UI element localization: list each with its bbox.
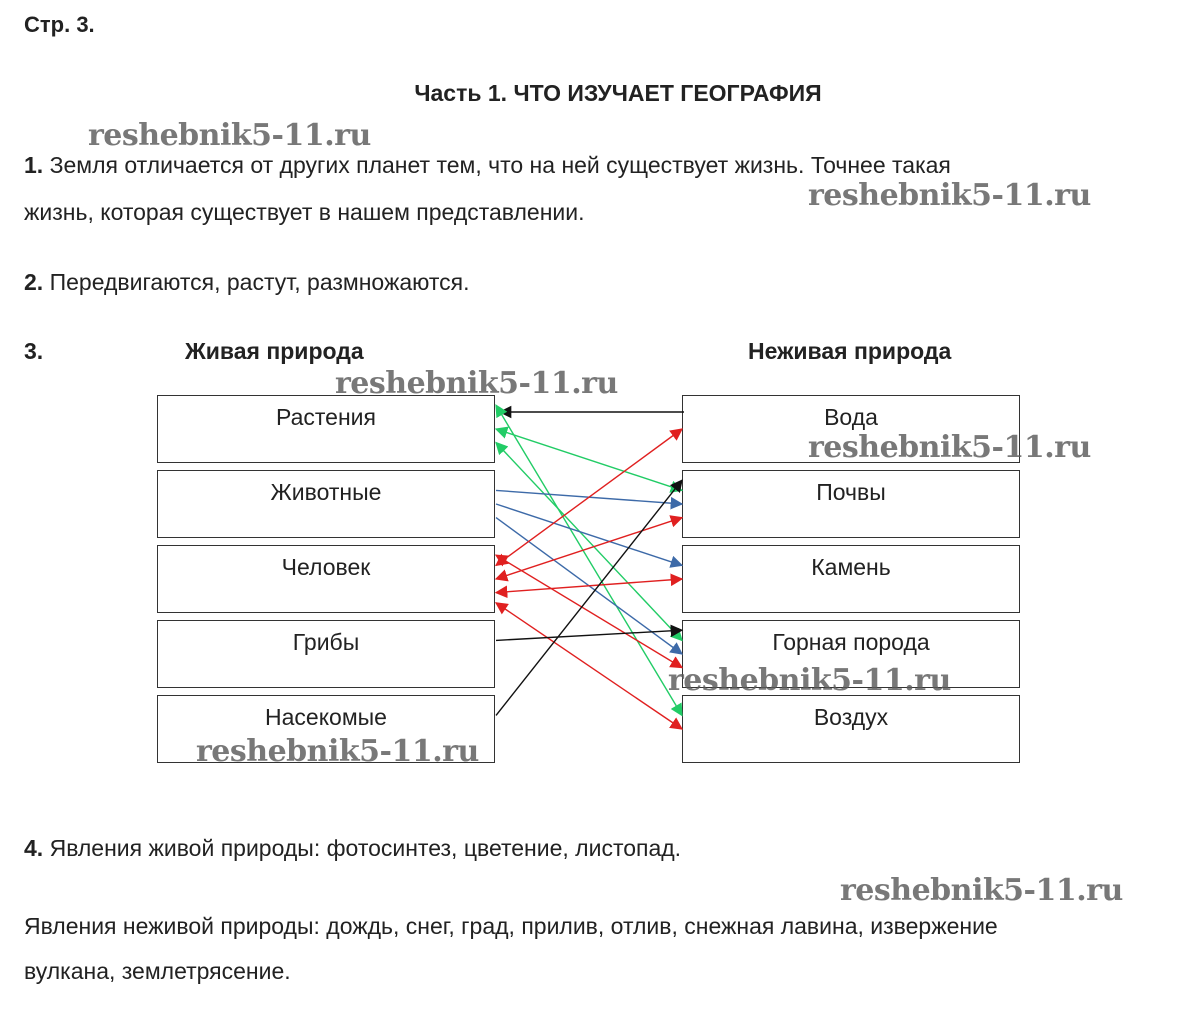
- watermark: reshebnik5-11.ru: [808, 430, 1091, 465]
- answer-2-text: Передвигаются, растут, размножаются.: [43, 269, 470, 295]
- answer-3-number: 3.: [24, 338, 44, 364]
- nonliving-nature-header: Неживая природа: [748, 338, 952, 364]
- page-title: Часть 1. ЧТО ИЗУЧАЕТ ГЕОГРАФИЯ: [414, 80, 822, 106]
- match-arrow: [496, 630, 682, 640]
- watermark: reshebnik5-11.ru: [196, 734, 479, 769]
- watermark: reshebnik5-11.ru: [335, 366, 618, 401]
- match-arrow: [496, 429, 682, 490]
- match-arrow: [496, 504, 682, 565]
- match-arrow: [496, 405, 682, 715]
- answer-1-text: Земля отличается от других планет тем, что на ней существует жизнь. Точнее такая: [43, 152, 951, 178]
- match-arrow: [496, 429, 682, 565]
- match-arrow: [496, 603, 682, 729]
- answer-4-line-3: вулкана, землетрясение.: [24, 958, 291, 984]
- nonliving-box-water: Вода: [682, 395, 1020, 463]
- living-box-plants: Растения: [157, 395, 495, 463]
- living-nature-header: Живая природа: [185, 338, 364, 364]
- answer-4-number: 4.: [24, 835, 44, 861]
- answer-4-text: Явления живой природы: фотосинтез, цветение, листопад.: [43, 835, 682, 861]
- living-box-fungi: Грибы: [157, 620, 495, 688]
- answer-2-number: 2.: [24, 269, 44, 295]
- page-number: Стр. 3.: [24, 12, 95, 37]
- living-box-animals: Животные: [157, 470, 495, 538]
- watermark: reshebnik5-11.ru: [808, 178, 1091, 213]
- nonliving-box-air: Воздух: [682, 695, 1020, 763]
- watermark: reshebnik5-11.ru: [88, 118, 371, 153]
- watermark: reshebnik5-11.ru: [840, 873, 1123, 908]
- answer-1-number: 1.: [24, 152, 44, 178]
- match-arrow: [496, 579, 682, 593]
- answer-1-line-2: жизнь, которая существует в нашем представлении.: [24, 199, 585, 225]
- answer-4-line-2: Явления неживой природы: дождь, снег, град, прилив, отлив, снежная лавина, извержение: [24, 913, 998, 939]
- nonliving-box-rock: Горная порода: [682, 620, 1020, 688]
- living-box-human: Человек: [157, 545, 495, 613]
- match-arrow: [496, 480, 682, 715]
- living-box-insects: Насекомые: [157, 695, 495, 763]
- nonliving-box-soil: Почвы: [682, 470, 1020, 538]
- match-arrow: [496, 518, 682, 579]
- nonliving-box-stone: Камень: [682, 545, 1020, 613]
- watermark: reshebnik5-11.ru: [668, 663, 951, 698]
